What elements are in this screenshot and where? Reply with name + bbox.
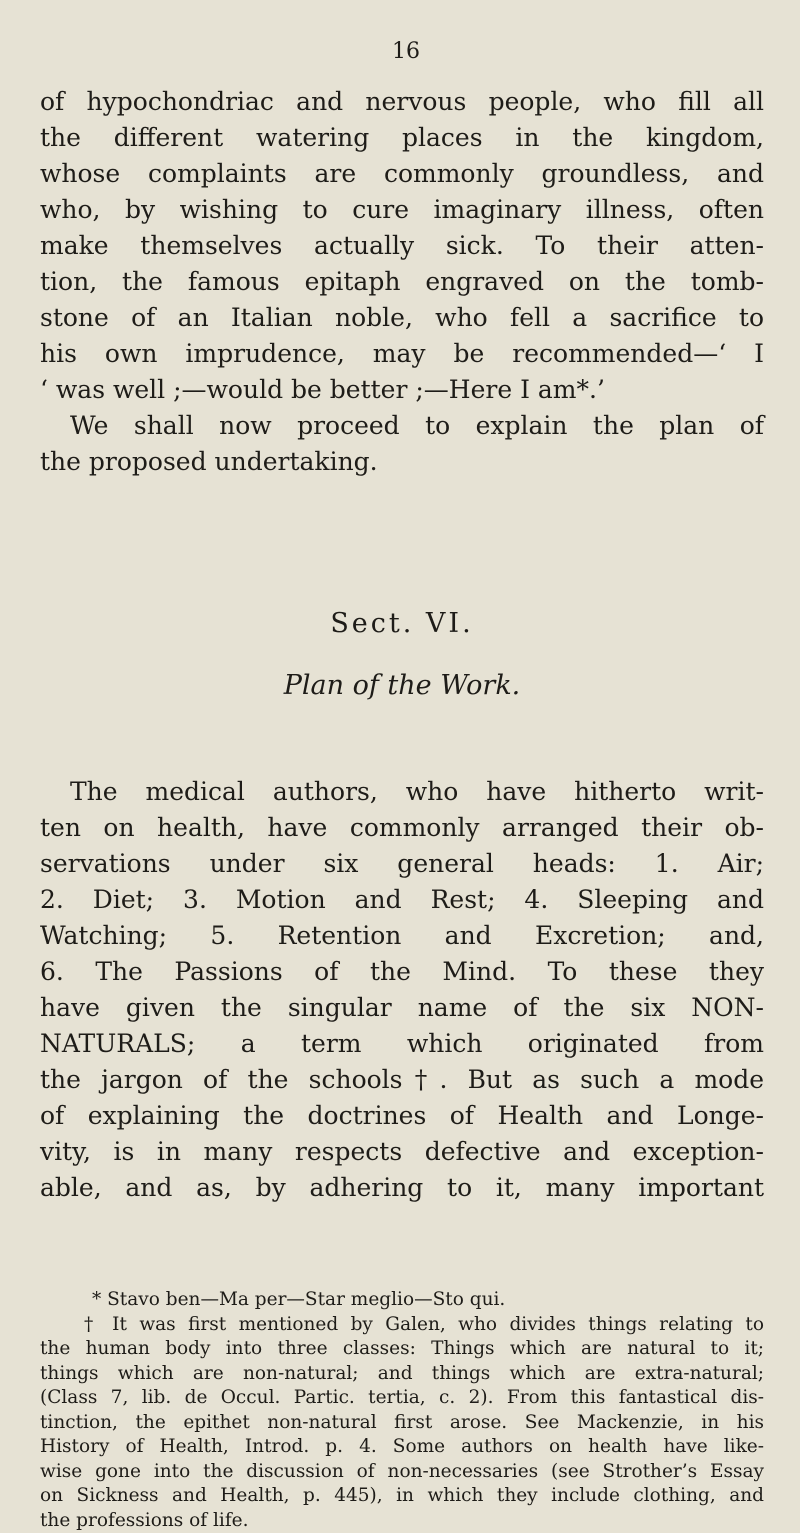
body-paragraph (40, 774, 764, 1206)
text-line: The medical authors, who have hitherto writ- (40, 774, 764, 810)
text-line: have given the singular name of the six NON- (40, 990, 764, 1026)
opening-paragraph (40, 84, 764, 480)
text-line: servations under six general heads: 1. Air; (40, 846, 764, 882)
text-line: the proposed undertaking. (40, 444, 764, 480)
footnote-line: the human body into three classes: Things which are natural to it; (40, 1337, 764, 1362)
text-line: of hypochondriac and nervous people, who fill all (40, 84, 764, 120)
text-line: NATURALS; a term which originated from (40, 1026, 764, 1062)
text-line: the jargon of the schools†. But as such a mode (40, 1062, 764, 1098)
footnote-line: History of Health, Introd. p. 4. Some authors on health have like- (40, 1435, 764, 1460)
footnote-line: wise gone into the discussion of non-necessaries (see Strother’s Essay (40, 1460, 764, 1485)
text-line: who, by wishing to cure imaginary illness, often (40, 192, 764, 228)
footnote-line: (Class 7, lib. de Occul. Partic. tertia, c. 2). From this fantastical dis- (40, 1386, 764, 1411)
text-line: tion, the famous epitaph engraved on the tomb- (40, 264, 764, 300)
text-line: ten on health, have commonly arranged their ob- (40, 810, 764, 846)
text-line: whose complaints are commonly groundless, and (40, 156, 764, 192)
text-line: We shall now proceed to explain the plan of (40, 408, 764, 444)
text-line: Watching; 5. Retention and Excretion; and, (40, 918, 764, 954)
footnote-line: * Stavo ben—Ma per—Star meglio—Sto qui. (40, 1288, 764, 1313)
text-line: his own imprudence, may be recommended—‘ I (40, 336, 764, 372)
section-heading: Sect. VI. (40, 606, 764, 642)
text-line: the different watering places in the kingdom, (40, 120, 764, 156)
footnote-line: things which are non-natural; and things which are extra-natural; (40, 1362, 764, 1387)
page-number: 16 (48, 38, 764, 66)
text-line: ‘ was well ;—would be better ;—Here I am*.’ (40, 372, 764, 408)
section-subtitle: Plan of the Work. (40, 668, 764, 704)
text-line: able, and as, by adhering to it, many important (40, 1170, 764, 1206)
text-line: 6. The Passions of the Mind. To these they (40, 954, 764, 990)
text-line: stone of an Italian noble, who fell a sacrifice to (40, 300, 764, 336)
footnotes (40, 1288, 764, 1533)
footnote-line: on Sickness and Health, p. 445), in which they include clothing, and (40, 1484, 764, 1509)
text-line: vity, is in many respects defective and exception- (40, 1134, 764, 1170)
text-line: of explaining the doctrines of Health and Longe- (40, 1098, 764, 1134)
text-line: make themselves actually sick. To their atten- (40, 228, 764, 264)
footnote-line: the professions of life. (40, 1509, 764, 1533)
footnote-line: † It was first mentioned by Galen, who divides things relating to (40, 1313, 764, 1338)
text-line: 2. Diet; 3. Motion and Rest; 4. Sleeping and (40, 882, 764, 918)
footnote-line: tinction, the epithet non-natural first arose. See Mackenzie, in his (40, 1411, 764, 1436)
